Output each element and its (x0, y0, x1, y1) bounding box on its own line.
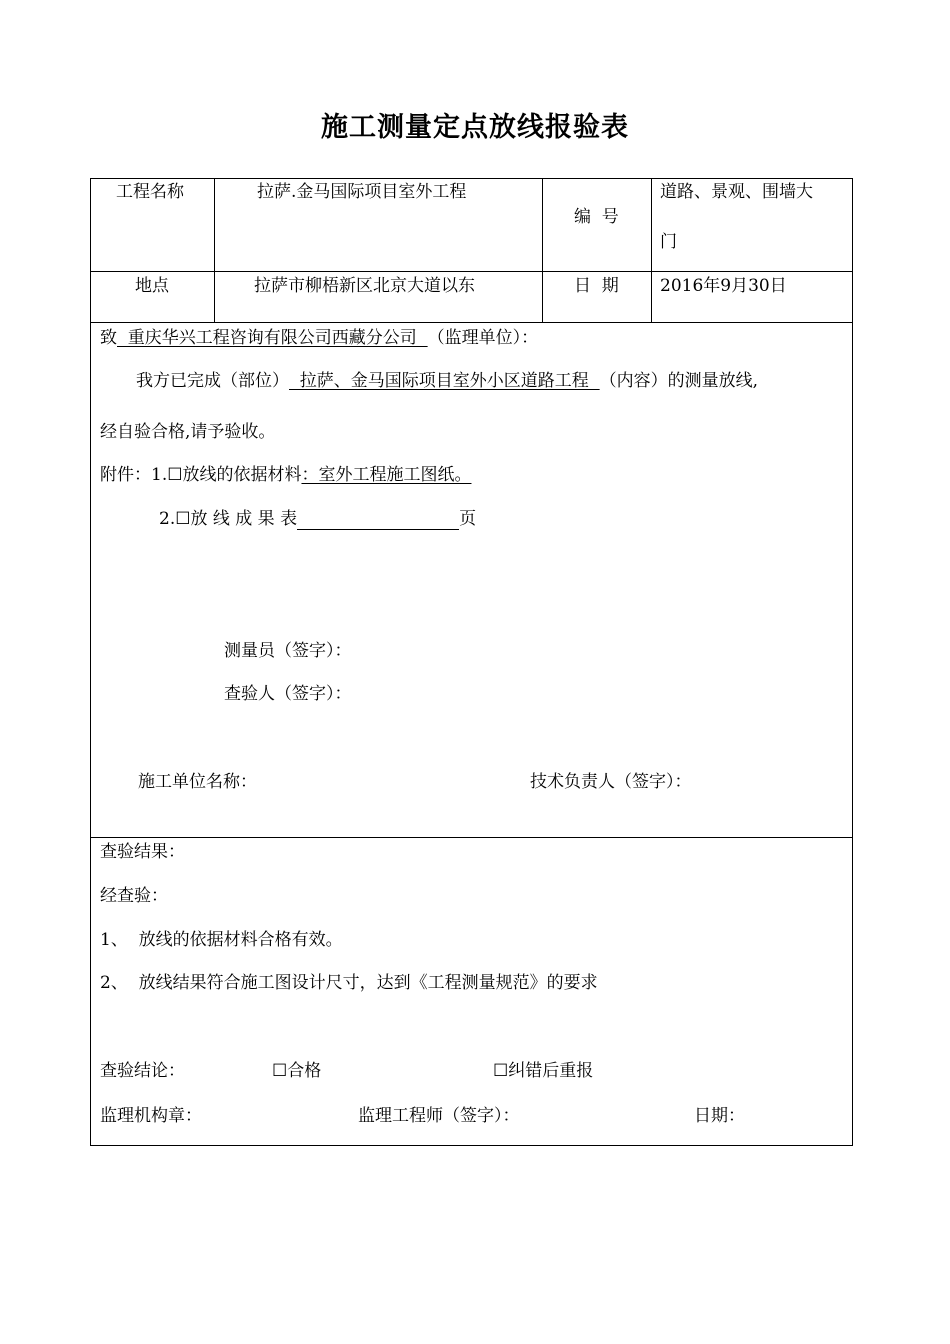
inspector-signature-label: 查验人（签字）： (224, 684, 352, 704)
addressee-suffix: （监理单位）： (427, 328, 539, 348)
attachment-1 (100, 464, 471, 486)
col-divider-1 (214, 178, 215, 322)
addressee-line (100, 327, 538, 349)
addressee-org: 重庆华兴工程咨询有限公司西藏分公司 (117, 328, 428, 348)
attachment-1-material: ：室外工程施工图纸。 (301, 465, 472, 485)
result-heading: 查验结果： (100, 842, 185, 862)
project-name-value: 拉萨.金马国际项目室外工程 (257, 182, 467, 202)
number-value-line2: 门 (660, 232, 677, 252)
addressee-prefix: 致 (100, 328, 117, 348)
page-count-blank (297, 511, 459, 530)
attachment-2-suffix: 页 (459, 509, 477, 529)
number-value-line1: 道路、景观、围墙大 (660, 182, 813, 202)
project-name-label: 工程名称 (116, 182, 184, 202)
col-divider-2 (542, 178, 543, 322)
result-item-2: 2、 放线结果符合施工图设计尺寸，达到《工程测量规范》的要求 (100, 973, 598, 993)
location-label: 地点 (135, 276, 169, 296)
attachment-1-prefix: 附件：1.☐放线的依据材料 (100, 465, 302, 485)
form-table (90, 178, 853, 1146)
resubmit-checkbox[interactable]: ☐纠错后重报 (493, 1061, 594, 1081)
result-checked: 经查验： (100, 886, 168, 906)
completion-suffix: （内容）的测量放线, (599, 371, 759, 391)
date-value: 2016年9月30日 (660, 276, 787, 296)
row-divider-1 (90, 271, 853, 272)
completion-part: 拉萨、金马国际项目室外小区道路工程 (289, 371, 600, 391)
construction-unit-label: 施工单位名称： (138, 772, 257, 792)
pass-checkbox[interactable]: ☐合格 (272, 1061, 322, 1081)
surveyor-signature-label: 测量员（签字）： (224, 641, 352, 661)
tech-lead-signature-label: 技术负责人（签字）： (530, 772, 692, 792)
row-divider-2 (90, 322, 853, 323)
row-divider-3 (90, 837, 853, 838)
supervision-engineer-label: 监理工程师（签字）： (358, 1106, 520, 1126)
attachment-2-prefix: 2.☐放 线 成 果 表 (159, 509, 298, 529)
col-divider-3 (651, 178, 652, 322)
completion-line-2: 经自验合格,请予验收。 (100, 422, 276, 442)
result-date-label: 日期： (694, 1106, 745, 1126)
attachment-2 (159, 508, 476, 530)
supervision-seal-label: 监理机构章： (100, 1106, 202, 1126)
date-label: 日 期 (574, 276, 619, 296)
conclusion-label: 查验结论： (100, 1061, 185, 1081)
completion-prefix: 我方已完成（部位） (136, 371, 289, 391)
document-title: 施工测量定点放线报验表 (321, 112, 629, 143)
number-label: 编 号 (574, 207, 619, 227)
result-item-1: 1、 放线的依据材料合格有效。 (100, 930, 343, 950)
completion-line (136, 370, 758, 392)
location-value: 拉萨市柳梧新区北京大道以东 (254, 276, 475, 296)
